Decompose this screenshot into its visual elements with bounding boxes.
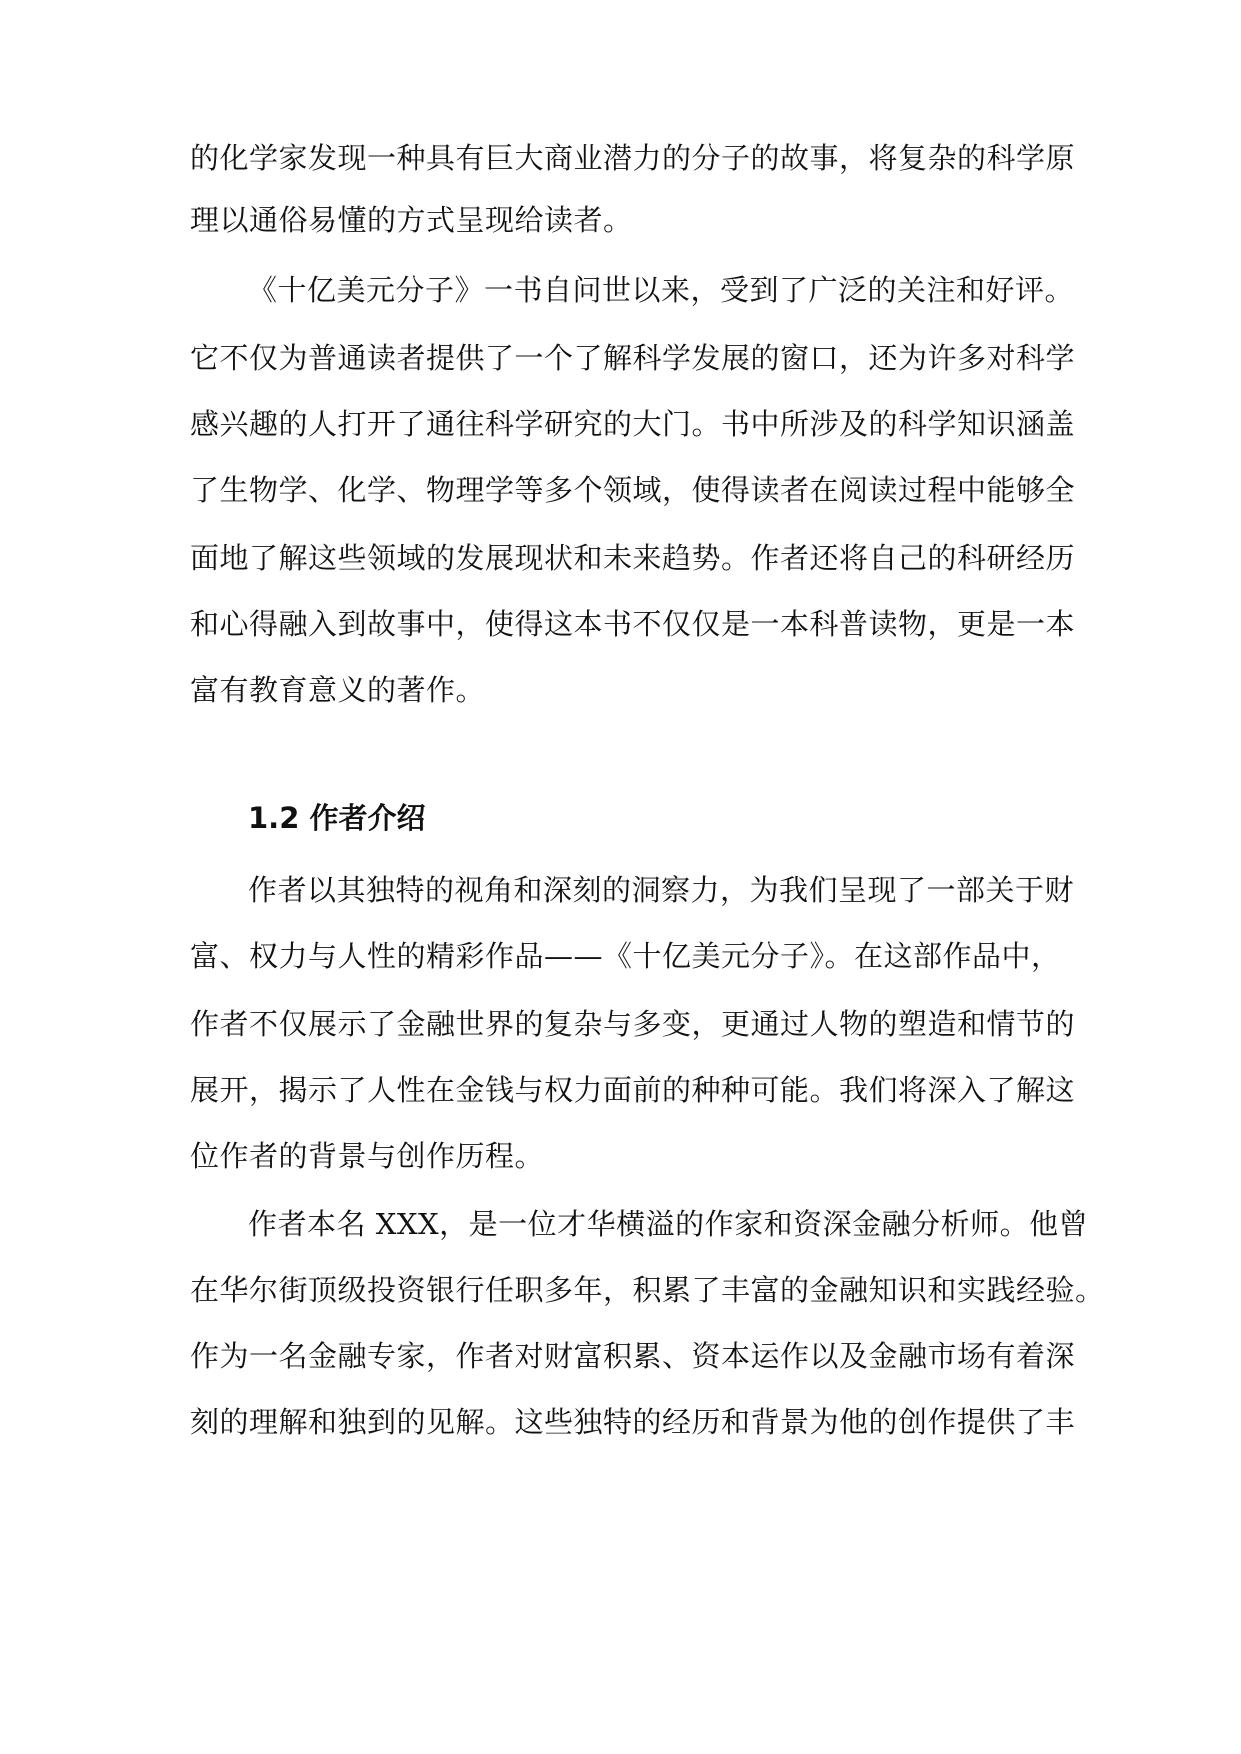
text-line: 作者以其独特的视角和深刻的洞察力，为我们呈现了一部关于财 [248,873,1075,907]
text-line: 富、权力与人性的精彩作品——《十亿美元分子》。在这部作品中， [190,939,1061,973]
text-line: 理以通俗易懂的方式呈现给读者。 [190,203,633,237]
text-line: 刻的理解和独到的见解。这些独特的经历和背景为他的创作提供了丰 [190,1405,1076,1439]
text-line: 和心得融入到故事中，使得这本书不仅仅是一本科普读物，更是一本 [190,607,1076,641]
text-line: 富有教育意义的著作。 [190,673,486,707]
text-line: 展开，揭示了人性在金钱与权力面前的种种可能。我们将深入了解这 [190,1073,1076,1107]
text-line: 面地了解这些领域的发展现状和未来趋势。作者还将自己的科研经历 [190,541,1076,575]
text-line: 的化学家发现一种具有巨大商业潜力的分子的故事，将复杂的科学原 [190,141,1076,175]
text-line: 《十亿美元分子》一书自问世以来，受到了广泛的关注和好评。 [248,273,1075,307]
text-line: 作者不仅展示了金融世界的复杂与多变，更通过人物的塑造和情节的 [190,1007,1076,1041]
text-line: 它不仅为普通读者提供了一个了解科学发展的窗口，还为许多对科学 [190,341,1076,375]
text-line: 在华尔街顶级投资银行任职多年，积累了丰富的金融知识和实践经验。 [190,1273,1105,1307]
text-line: 作为一名金融专家，作者对财富积累、资本运作以及金融市场有着深 [190,1339,1076,1373]
text-line: 作者本名 XXX，是一位才华横溢的作家和资深金融分析师。他曾 [248,1207,1089,1241]
text-line: 了生物学、化学、物理学等多个领域，使得读者在阅读过程中能够全 [190,473,1076,507]
section-heading: 1.2 作者介绍 [248,801,426,835]
text-line: 感兴趣的人打开了通往科学研究的大门。书中所涉及的科学知识涵盖 [190,407,1076,441]
text-line: 位作者的背景与创作历程。 [190,1139,545,1173]
